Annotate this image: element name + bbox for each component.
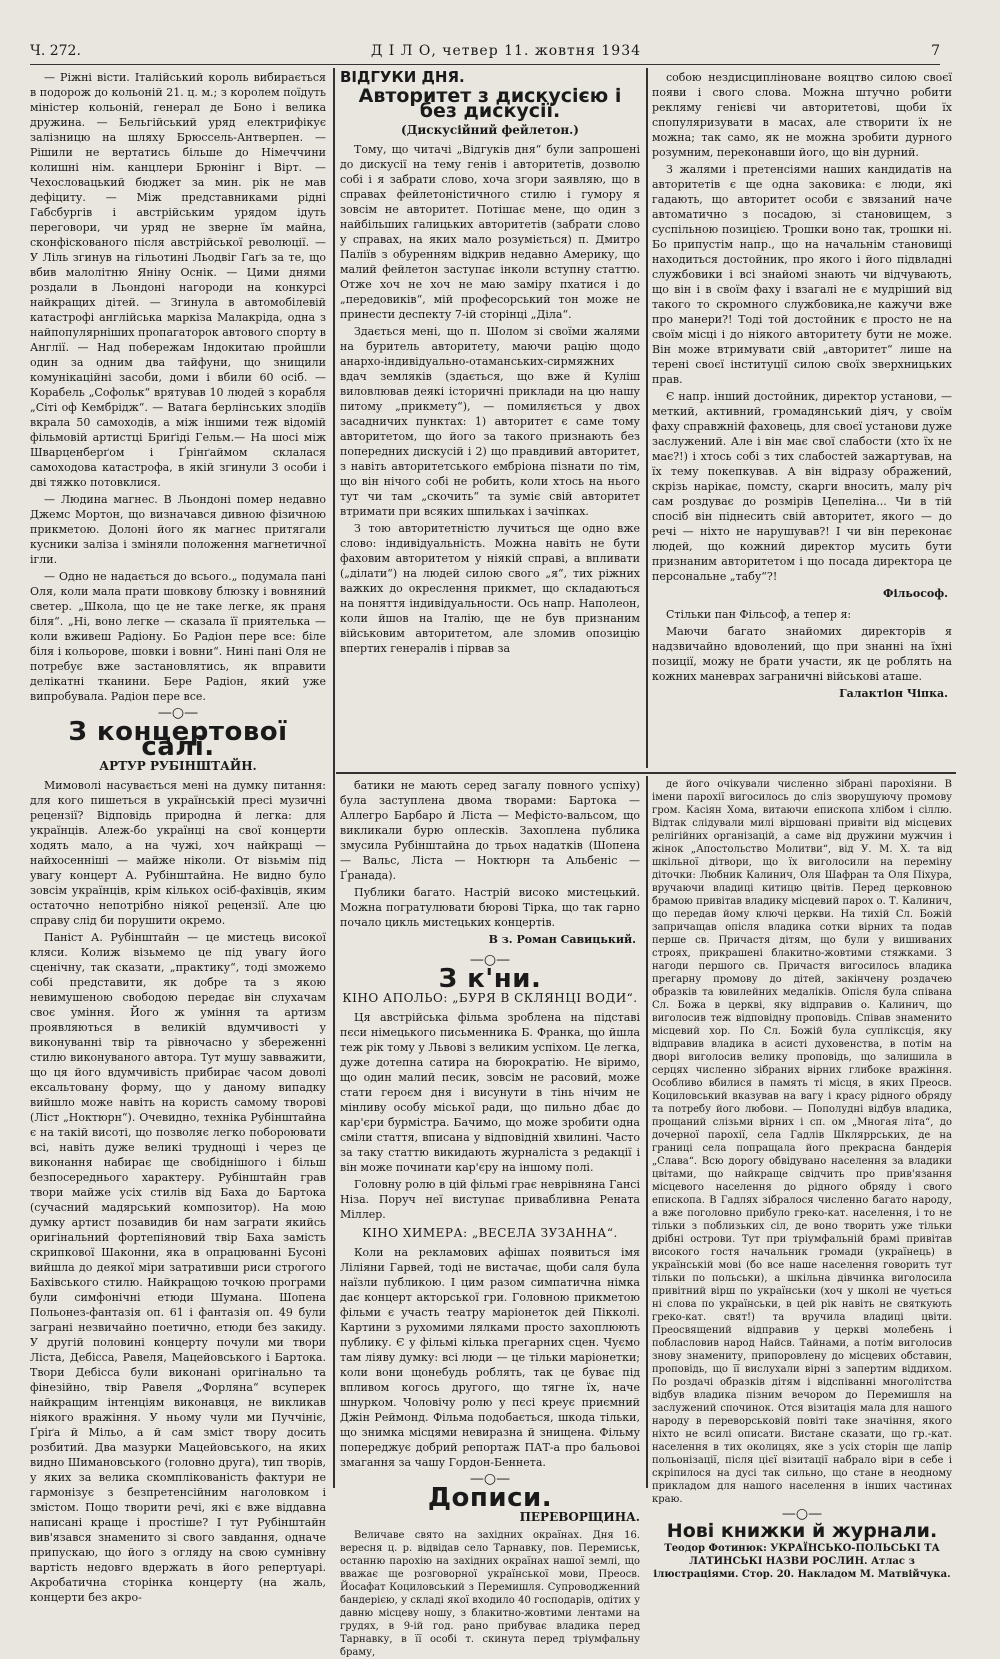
page-header	[30, 38, 940, 65]
column-rule	[646, 776, 648, 1488]
feuilleton-signature: Фільософ.	[883, 587, 948, 600]
ornament-divider: —○—	[781, 1506, 823, 1522]
kino-paragraph: Коли на рекламових афішах появиться імя Ліліяни Гарвей, тоді не вистачає, щоби саля була наїзли публикою. І цим разом симпатична німка дає концерт акторської гри. Головною прикметою фільми є участь театру маріонеток дей Пікколі. Картини з рухомими лялками просто захоплюють публику. Є у фільмі кілька прегарних сцен. Чуємо там ліяву думку: всі люди — це тільки маріонетки; коли вони щонебудь роблять, так це буває під впливом когось другого, що тягне їх, наче шнурком. Чоловічу ролю у пєсі креує приємний Джін Реймонд. Фільма подобається, шкода тільки, що знимка місцями невиразна й знищена. Фільму попереджує добрий репортаж ПАТ-а про бальовоі змагання за чашу Гордон-Беннета.	[340, 1246, 640, 1469]
kino-heading: З к'ни.	[438, 964, 542, 994]
feuilleton-paragraph: Тому, що читачі „Відгуків дня“ були запрошені до дискусії на тему генів і авторитетів, дозволю собі і я забрати слово, хоча згори заявляю, що в справах фейлетоністичного стилю і гумору я зовсім не авторитет. Потішає мене, що один з найбільших галицьких авторитетів (забрати слово у справах, на яких мало розуміється) п. Дмитро Паліїв з обуренням відкрив недавно Америку, що малий фейлетон заступає інколи вступну статтю. Отже хоч не хоч не маю заміру пхатися і до „передовиків“, мій професорський тон може не принести деспекту 7-ій сторінці „Діла“.	[340, 143, 640, 321]
kino-paragraph: Головну ролю в цій фільмі грає неврівняна Гансі Ніза. Поруч неї виступає привабливна Рената Міллер.	[340, 1178, 640, 1221]
feuilleton-paragraph: Стільки пан Фільсоф, а тепер я:	[666, 608, 852, 621]
dopysy-paragraph: Величаве свято на західних окраїнах. Дня 16. вересня ц. р. відвідав село Тарнавку, пов. Перемиськ, останню парохію на західних окраїнах нашої землі, що вважає ще розговорної української мови, Преосв. Йосафат Коциловський з Перемишля. Супроводженний бандерією, у складі якої входило 40 господарів, одітих у давню місцеву ношу, з блакитно-жовтими лентами на грудях, в 9-ій год. рано прибуває владика перед Тарнавку, в її особі т. скинута перед тріумфальну браму,	[340, 1530, 640, 1658]
feuilleton-heading: Авторитет з дискусією і без дискусії.	[358, 85, 622, 122]
issue-number: Ч. 272.	[30, 43, 81, 59]
books-entry: Теодор Фотинюк: УКРАЇНСЬКО-ПОЛЬСЬКІ ТА ЛАТИНСЬКІ НАЗВИ РОСЛИН. Атлас з ілюстраціями. Стор. 20. Накладом М. Матвійчука.	[653, 1543, 951, 1580]
feuilleton-subheading: (Дискусійний фейлетон.)	[401, 123, 579, 137]
concert-paragraph: Мимоволі насувається мені на думку питання: для кого пишеться в українській пресі музичні рецензії? Відповідь природна й легка: для українців. Алеж-бо українці на свої концерти ходять мало, а на чужі, хоч найкращі — найхосенніші — майже ніколи. От візьмім під увагу концерт А. Рубінштайна. Не видно було зовсім українців, крім кількох осіб-фахівців, яким остаточно непотрібно ніякої рецензії. Але цю справу слід би порушити окремо.	[30, 779, 326, 927]
dopysy-paragraph: де його очікували численно зібрані парохіяни. В імени парохії вигосилось до сліз зворушуючу промову гром. Касіян Хома, витаючи епископа хлібом і сіллю. Відтак слідували милі віршовані привіти від місцевих релігійних організацій, а саме від дружини мужчин і жінок „Апостольство Молитви“, від У. М. Х. та від шкільної дітвори, що їх виголосили на переміну діточки: Любник Калинич, Оля Шафран та Оля Піхура, вручаючи владиці китицю цвітів. Перед церковною брамою привітав владику місцевий парох о. Т. Калинич, що передав йому ключі церкви. На тихій Сл. Божій запричащав опісля владика сотки вірних та подав перше св. Причастя дітям, що були у вишиваних строях, прикрашені блакитно-жовтими стяжками. З нагоди першого св. Причастя вигосилось владика прегарну промову до дітей, закінчену роздачею образків та ювилейних медаліків. Опісля була співана Сл. Божа в церкві, яку відправив о. Калинич, що виголосив теж відповідну проповідь. Співав знаменито місцевий хор. По Сл. Божій була супліксція, яку відправив владика в асисті духовенства, в потім на дворі виголосив велику проповідь, що залишила в серцях численно зібраних вірних глибоке вражіння. Особливо вбилися в память ті місця, в яких Преосв. Коциловський вказував на вагу і красу рідного обряду та потребу його любови. — Пополудні відбув владика, прощаний слізьми вірних і сп. ом „Многая літа“, до дочерної парохії, села Гадлів Шкляррських, де на границі села попращала його прекрасна бандерія „Слава“. Всю дорогу обвідувано населення за владики цвітами, що найкраще свідчить про прив'язання місцевого населення до рідного обряду і свого епископа. В Гадлях зібралося численно багато народу, а вже поголовно прибуло греко-кат. населення, і то не тільки з поблизьких сіл, де воно творить уже тільки дрібні острови. Тут при тріумфальній брамі привітав високого гостя начальник громади (українець) в українській мові (бо все наше населення говорить тут тільки по польськи), а шкільна дівчинка виголосила привітний вірш по українськи (хоч у школі не чується ні слова по українськи, в цей рік навіть не святкують греко-кат. свят!) та вручила владиці цвіти. Преосвящений відправив у церкві молебень і побласловив народ Найсв. Тайнами, а потім виголосив знову знамениту, припоровлену до місцевих обставин, проповідь, що її вислухали вірні з запертим віддихом. По роздачі образків дітям і відспіванні многолітства відбув владика пізним вечором до Перемишля на заслужений спочинок. Отся візитація мала для нашого народу в переворськовій повіті таке значіння, якого ніхто не всилі описати. Вистане сказати, що гр.-кат. населення в тих околицях, яке з усіх сторін ще лапір польонізації, після цієї візитації набрало віри в себе і скріпилося на дусі так сильно, що стане в неодному прикладом для нашого населення в інших частинах краю.	[652, 779, 952, 1505]
kino-paragraph: Ця австрійська фільма зроблена на підставі пєси німецького письменника Б. Франка, що йшла теж рік тому у Львові з великим успіхом. Це легка, дуже дотепна сатира на бюрократію. Не віримо, що один малий песик, зовсім не расовий, може стати героєм дня і висунути в тінь нічим не мінливу особу міської ради, що пильно дбає до кар'єри бурмістра. Бачимо, що може зробити одна сміли стаття, вписана у відповідній хвилині. Часто за таку статтю викидають журналіста з редакції і він може починати кар'єру на іншому полі.	[340, 1011, 640, 1174]
concert-paragraph: Публики багато. Настрій високо мистецький. Можна погратулювати бюрові Тірка, що так гарно почало цикль мистецьких концертів.	[340, 886, 640, 929]
books-heading: Нові книжки й журнали.	[666, 1520, 938, 1542]
ornament-divider: —○—	[469, 1471, 511, 1487]
news-paragraph: — Ріжні вісти. Італійський король вибирається в подорож до кольоній 21. ц. м.; з королем поїдуть міністер кольоній, генерал де Боно і велика дружина. — Бельгійський уряд електрифікує залізницю на шляху Брюссель-Антверпен. — Рішили не вертатись більше до Німеччини колишні нім. канцлери Брюнінг і Вірт. — Чехословацький бюджет за мин. рік не мав дефіциту. — Між представниками рідні Габсбургів і австрійським урядом ідуть переговори, чи уряд не зверне їм майна, сконфіскованого після австрійської революції. — У Ліль згинув на гільотині Льодвіг Гаґь за те, що вбив малолітню Яніну Оснік. — Цими днями роздали в Льондоні нагороди на конкурсі найкращих дітей. — Згинула в автомобілевій катастрофі англійська маркіза Малакріда, одна з найпопулярніших пропагаторок автового спорту в Англії. — Над побережам Індокитаю пройшли один за одним два тайфуни, що знищили комунікаційні засоби, доми і вбили 60 осіб. — Корабель „Софольк“ врятував 10 людей з корабля „Сіті оф Кембрідж“. — Ватага берлінських злодіїв вкрала 50 самоходів, а між іншими теж відомій фільмовій артистці Бриґіді Гельм.— На шосі між Шварценберґом і Ґрінґаймом склалася самоходова катастрофа, в якій згинули 3 особи і дві тяжко потовклися.	[30, 71, 326, 489]
concert-paragraph: Паніст А. Рубінштайн — це мистець високої кляси. Колиж візьмемо це під увагу його сценічну, так сказати, „практику“, тоді зможемо собі представити, як добре та з якою невимушеною свободою передає він слухачам своє уміння. Його ж уміння та артизм проявляються в великій вдумчивості у виконуванні твір та рівночасно у збереженні стилю виконуваного автора. Тут мушу завважити, що ця його вдумчивість прибирає часом доволі ексальтовану форму, що у даному випадку вийшло може навіть на користь самому творові (Ліст „Ноктюрн“). Очевидно, техніка Рубінштайна є на такій висоті, що позволяє легко побороювати всі, навіть дуже великі труднощі і через це виконання набирає ще свобіднішого і більш безпосереднього характеру. Рубінштайн грав твори майже усіх стилів від Баха до Бартока (сучасний мадярський композитор). На мою думку артист позавидив би нам заграти якийсь оригінальний фортепіяновий твір Баха замість скрипкової Шаконни, яка в опрацюванні Бусоні вийшла до деякої міри затративши риси строгого Бахівського стилю. Найкращою точкою програми були симфонічні етюди Шумана. Шопена Польонез-фантазія оп. 61 і фантазія оп. 49 були заграні незвичайно поетично, етюди без закиду. У другій половині концерту почули ми твори Ліста, Дебісса, Равеля, Мацейовського і Бартока. Твори Дебісса були виконані оригінально та фінезійно, твір Равеля „Форляна“ всуперек найкращим інтенціям виконавця, не викликав ніякого вражіння. У ньому чули ми Пуччініє, Ґріґа й Мільо, а й сам зміст твору досить розбитий. Два мазурки Мацейовського, на яких видно Шимановського (головно друга), тип творів, у яких за велика скомплікованість фактури не гармонізує з безпретенсійним наголовком і змістом. Пощо творити речі, які є вже віддавна написані краще і простіше? І тут Рубінштайн вив'язався знаменито зі свого завдання, одначе припускаю, що його з огляду на свою сумнівну вартість недовго вдержать в його репертуарі. Акробатична сторінка концерту (на жаль, концерти без акро-	[30, 931, 326, 1604]
column-middle-top	[340, 70, 640, 768]
feuilleton-paragraph: Здається мені, що п. Шолом зі своїми жалями на буритель авторитету, маючи рацію щодо анархо-індивідуально-отаманських-сирмяжних вдач земляків (здається, що вже й Куліш виловлював деякі історичні приклади на цю нашу питому „прикмету“), — помиляється у двох засадничих пунктах: 1) авторитет є саме тому авторитетом, що його за такого признають без попередних дискусій і 2) що правдивий авторитет, з навіть авторитетського ембріона пізнати по тім, що він нічого собі не робить, коли хтось на нього тут чи там „скочить“ та зуміє свій авторитет втримати при всяких шпильках і зачіпках.	[340, 325, 640, 518]
news-paragraph: — Людина магнес. В Льондоні помер недавно Джемс Мортон, що визначався дивною фізичною прикметою. Долоні його як магнес притягали кусники заліза і зміняли положення магнетичної ігли.	[30, 493, 326, 566]
feuilleton-signature: Галактіон Чіпка.	[839, 687, 948, 700]
section-tag: ВІДГУКИ ДНЯ.	[340, 68, 465, 86]
dopysy-place: ПЕРЕВОРЩИНА.	[519, 1510, 640, 1524]
concert-subheading: АРТУР РУБІНШТАЙН.	[99, 759, 257, 773]
dopysy-heading: Дописи.	[427, 1483, 553, 1513]
feuilleton-paragraph: собою нездисципліноване вояцтво силою своєї появи і свого слова. Можна штучно робити рекляму генієві чи авторитетові, щоби їх спопуляризувати в масах, але створити їх не можна; так само, як не можна зробити дурного розумним, переконавши його, що він дурний.	[652, 71, 952, 159]
column-rule	[646, 68, 648, 768]
column-rule	[333, 68, 335, 1488]
section-rule	[336, 772, 956, 774]
page-number: 7	[931, 43, 940, 59]
column-right-bottom	[652, 778, 952, 1580]
concert-heading: З концертової салі.	[68, 717, 288, 762]
concert-paragraph: батики не мають серед загалу повного успіху) була заступлена двома творами: Бартока — Аллегро Барбаро й Ліста — Мефісто-вальсом, що викликали бурю оплесків. Захоплена публика змусила Рубінштайна до трьох надатків (Шопена — Вальс, Ліста — Ноктюрн та Альбеніс — Ґранада).	[340, 779, 640, 882]
ornament-divider: —○—	[157, 705, 199, 721]
concert-signature: В з. Роман Савицький.	[488, 933, 636, 946]
kino-caption: КІНО ХИМЕРА: „ВЕСЕЛА ЗУЗАННА“.	[362, 1226, 618, 1240]
feuilleton-paragraph: З жалями і претенсіями наших кандидатів на авторитетів є ще одна заковика: є люди, які гадають, що авторитет особи є звязаний наче автоматично з посадою, зі становищем, з суспільною позицією. Трошки воно так, трошки ні. Бо припустім напр., що на начальнім становищі находиться достойник, про якого і його підвладні службовики і всі знайомі знають чи відчувають, що він і в своїм фаху і взагалі не є мудріший від такого то скромного службовика,не кажучи вже про манери?! Тоді той достойник є просто не на своїм місці і до ніякого авторитету бути не може. Він може втримувати свій „авторитет“ лише на терені своєї інституції силою своїх зверхницьких прав.	[652, 163, 952, 386]
column-left	[30, 70, 326, 1604]
feuilleton-paragraph: Маючи багато знайомих директорів я надзвичайно вдоволений, що при знанні на їхні позиції, можу не брати участи, як це роблять на кожних маневрах заграничні військові аташе.	[652, 625, 952, 683]
feuilleton-paragraph: З тою авторитетністю лучиться ще одно вже слово: індивідуальність. Можна навіть не бути фаховим авторитетом у ніякій справі, а впливати („ділати“) на людей силою свого „я“, тих ріжних важких до окреслення прикмет, що складаються на поняття індивідуальности. Ось напр. Наполеон, коли йшов на Італію, ще не був признаним військовим авторитетом, але зломив опозицію впертих генералів і пірвав за	[340, 522, 640, 655]
masthead-date: Д І Л О, четвер 11. жовтня 1934	[370, 43, 642, 59]
column-right-top	[652, 70, 952, 768]
feuilleton-paragraph: Є напр. інший достойник, директор установи, — меткий, активний, громадянський діяч, у своїм фаху справжній фаховець, для своєї установи дуже заслужений. Але і він має свої слабости (хто їх не має?!) і хтось собі з тих слабостей зажартував, на їх тему покепкував. А він відразу ображений, скрізь нарікає, помсту, скарги вносить, малу річ сам роздуває до розмірів Цепеліна... Чи в тій спосіб він піднесить свій авторитет, якого — до речі — ніхто не нарушував?! І чи він переконає людей, що кожний директор мусить бути признаним авторитетом і що посада директора це персональне „табу“?!	[652, 390, 952, 583]
column-middle-bottom	[340, 778, 640, 1658]
ornament-divider: —○—	[469, 952, 511, 968]
kino-caption: КІНО АПОЛЬО: „БУРЯ В СКЛЯНЦІ ВОДИ“.	[342, 991, 638, 1005]
news-paragraph: — Одно не надається до всього.„ подумала пані Оля, коли мала прати шовкову блюзку і вовняний светер. „Школа, що це не таке легке, як праня біля“. „Ні, воно легке — сказала її приятелька — коли вживеш Радіону. Бо Радіон пере все: біле біля і кольорове, шовки і вовни“. Нині пані Оля не потребує вже застановлятись, як вправити делікатні тканини. Бере Радіон, який уже випробувала. Радіон пере все.	[30, 570, 326, 703]
